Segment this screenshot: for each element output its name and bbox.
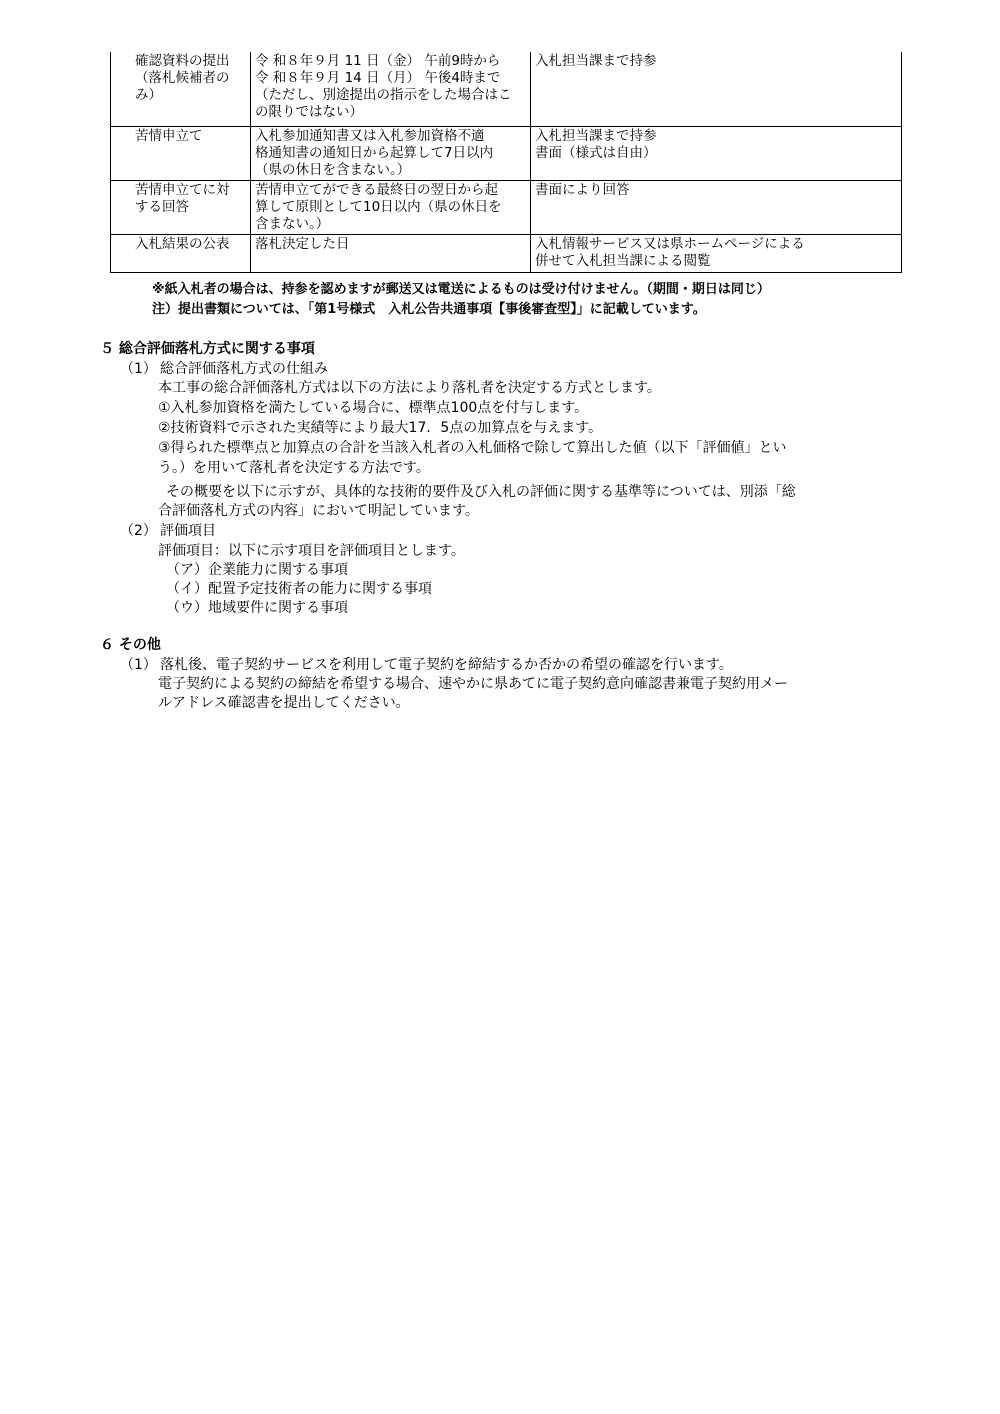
- subsection-number: （1）: [120, 361, 157, 377]
- period-line: 含まない。）: [255, 215, 330, 232]
- subsection-title: 総合評価落札方式の仕組み: [160, 361, 328, 377]
- period-line: （県の休日を含まない。）: [255, 161, 411, 178]
- body-text-line: 本工事の総合評価落札方式は以下の方法により落札者を決定する方式とします。: [158, 380, 661, 396]
- period-line: 入札参加通知書又は入札参加資格不適: [255, 127, 485, 144]
- row-method-cell: [531, 52, 902, 126]
- body-text-line: 評価項目：以下に示す項目を評価項目とします。: [158, 543, 465, 559]
- subsection-title: 評価項目: [160, 523, 216, 539]
- body-text-line: う。）を用いて落札者を決定する方法です。: [158, 460, 430, 476]
- table-row: [111, 234, 902, 272]
- body-text-line: ①入札参加資格を満たしている場合に、標準点100点を付与します。: [158, 400, 589, 416]
- table-row: [111, 180, 902, 234]
- section-5-2-heading: [120, 520, 216, 540]
- row-label-line: 入札結果の公表: [135, 235, 230, 252]
- body-text-line: ③得られた標準点と加算点の合計を当該入札者の入札価格で除して算出した値（以下「評価値」とい: [158, 440, 787, 456]
- row-label-line: 苦情申立て: [135, 127, 203, 144]
- row-method-cell: [531, 234, 902, 272]
- body-text-line: ルアドレス確認書を提出してください。: [158, 695, 410, 711]
- subsection-number: （1）: [120, 657, 157, 673]
- section-5-title: ５ 総合評価落札方式に関する事項: [100, 341, 315, 357]
- row-label-line: み）: [135, 87, 162, 103]
- list-item: （ア）企業能力に関する事項: [166, 562, 348, 578]
- method-line: 書面（様式は自由）: [535, 144, 657, 161]
- period-line: 算して原則として10日以内（県の休日を: [255, 198, 502, 215]
- row-label-line: 苦情申立てに対: [135, 181, 230, 198]
- method-line: 書面により回答: [535, 181, 630, 198]
- row-period-cell: [251, 180, 531, 234]
- body-text-line: その概要を以下に示すが、具体的な技術的要件及び入札の評価に関する基準等については、別添「総: [166, 484, 796, 500]
- method-line: 入札担当課まで持参: [535, 127, 657, 144]
- subsection-number: （2）: [120, 523, 157, 539]
- row-label-cell: [111, 52, 251, 126]
- section-6-1-item: [120, 654, 733, 674]
- row-period-cell: [251, 234, 531, 272]
- schedule-table: [110, 52, 902, 273]
- period-line: 令 和８年９月 11 日（金） 午前9時から: [255, 53, 501, 69]
- period-line: の限りではない）: [255, 104, 363, 120]
- body-text-line: 電子契約による契約の締結を希望する場合、速やかに県あてに電子契約意向確認書兼電子契約用メー: [158, 676, 788, 692]
- body-text-line: ②技術資料で示された実績等により最大17．5点の加算点を与えます。: [158, 420, 603, 436]
- body-text-line: 合評価落札方式の内容」において明記しています。: [158, 503, 479, 519]
- method-line: 併せて入札担当課による閲覧: [535, 252, 711, 269]
- row-label-cell: [111, 126, 251, 180]
- period-line: （ただし、別途提出の指示をした場合はこ: [255, 87, 512, 103]
- row-method-cell: [531, 126, 902, 180]
- row-period-cell: [251, 126, 531, 180]
- period-line: 令 和８年９月 14 日（月） 午後4時まで: [255, 70, 501, 86]
- row-method-cell: [531, 180, 902, 234]
- section-5-1-heading: [120, 358, 328, 378]
- method-line: 入札情報サービス又は県ホームページによる: [535, 235, 805, 252]
- period-line: 格通知書の通知日から起算して7日以内: [255, 144, 494, 161]
- period-line: 落札決定した日: [255, 235, 350, 252]
- row-label-line: する回答: [135, 198, 189, 215]
- row-label-line: 確認資料の提出: [135, 53, 230, 69]
- list-item: （ウ）地域要件に関する事項: [166, 600, 348, 616]
- method-line: 入札担当課まで持参: [535, 53, 657, 69]
- row-label-line: （落札候補者の: [135, 70, 230, 86]
- period-line: 苦情申立てができる最終日の翌日から起: [255, 181, 498, 198]
- row-period-cell: [251, 52, 531, 126]
- note-documents: 注）提出書類については、「第1号様式 入札公告共通事項【事後審査型】」に記載しています。: [152, 302, 706, 317]
- section-6-title: ６ その他: [100, 637, 161, 653]
- row-label-cell: [111, 180, 251, 234]
- list-item: （イ）配置予定技術者の能力に関する事項: [166, 581, 432, 597]
- row-label-cell: [111, 234, 251, 272]
- table-row: [111, 126, 902, 180]
- note-mail-submission: ※紙入札者の場合は、持参を認めますが郵送又は電送によるものは受け付けません。（期間・期日は同じ）: [152, 282, 770, 297]
- table-row: [111, 52, 902, 126]
- subsection-text: 落札後、電子契約サービスを利用して電子契約を締結するか否かの希望の確認を行います。: [160, 657, 733, 673]
